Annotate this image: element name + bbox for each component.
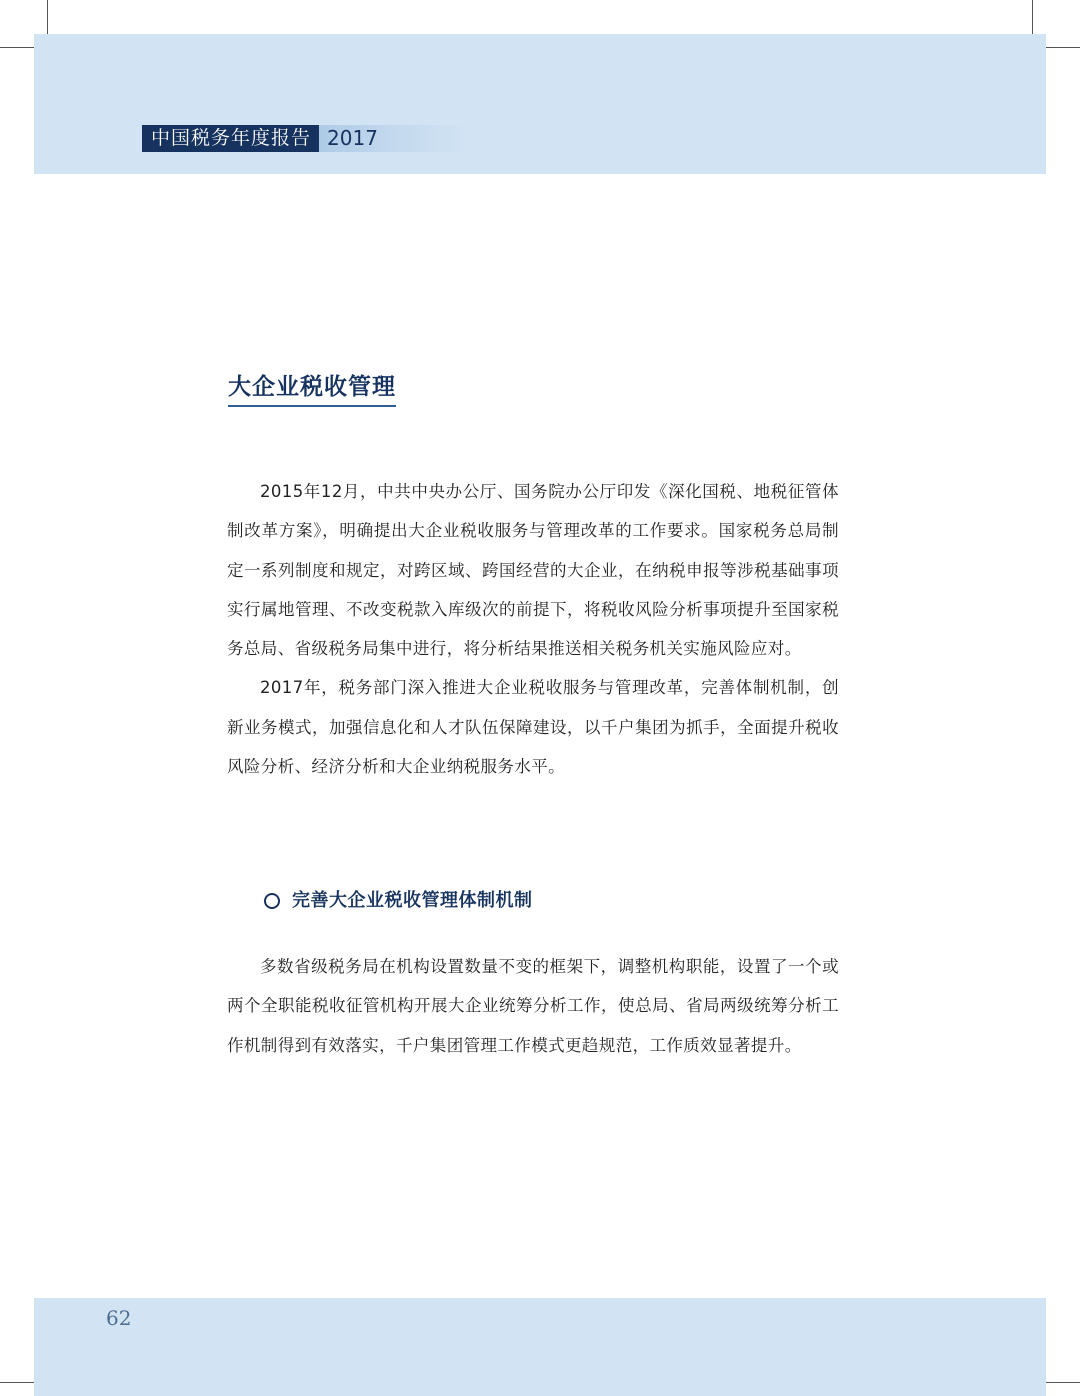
paragraph: 2015年12月，中共中央办公厅、国务院办公厅印发《深化国税、地税征管体制改革方案》，明确提出大企业税收服务与管理改革的工作要求。国家税务总局制定一系列制度和规定，对跨区域、跨国经营的大企业，在纳税申报等涉税基础事项实行属地管理、不改变税款入库级次的前提下，将税收风险分析事项提升至国家税务总局、省级税务局集中进行，将分析结果推送相关税务机关实施风险应对。 <box>227 482 839 659</box>
paragraph: 2017年，税务部门深入推进大企业税收服务与管理改革，完善体制机制，创新业务模式，加强信息化和人才队伍保障建设，以千户集团为抓手，全面提升税收风险分析、经济分析和大企业纳税服务水平。 <box>227 678 839 777</box>
subsection-title: 完善大企业税收管理体制机制 <box>292 890 533 911</box>
report-title: 中国税务年度报告 <box>142 125 319 152</box>
crop-mark <box>1040 1382 1080 1383</box>
footer-band <box>34 1298 1046 1396</box>
header-band <box>34 34 1046 174</box>
section-body <box>227 472 839 786</box>
subsection-body <box>227 947 839 1065</box>
crop-mark <box>1040 47 1080 48</box>
report-year: 2017 <box>319 125 472 152</box>
page-number: 62 <box>106 1306 132 1330</box>
paragraph: 多数省级税务局在机构设置数量不变的框架下，调整机构职能，设置了一个或两个全职能税收征管机构开展大企业统筹分析工作，使总局、省局两级统筹分析工作机制得到有效落实，千户集团管理工作模式更趋规范，工作质效显著提升。 <box>227 957 839 1055</box>
running-header <box>142 125 472 152</box>
subsection-heading <box>264 887 533 915</box>
circle-icon <box>264 893 280 909</box>
section-title: 大企业税收管理 <box>228 372 396 407</box>
